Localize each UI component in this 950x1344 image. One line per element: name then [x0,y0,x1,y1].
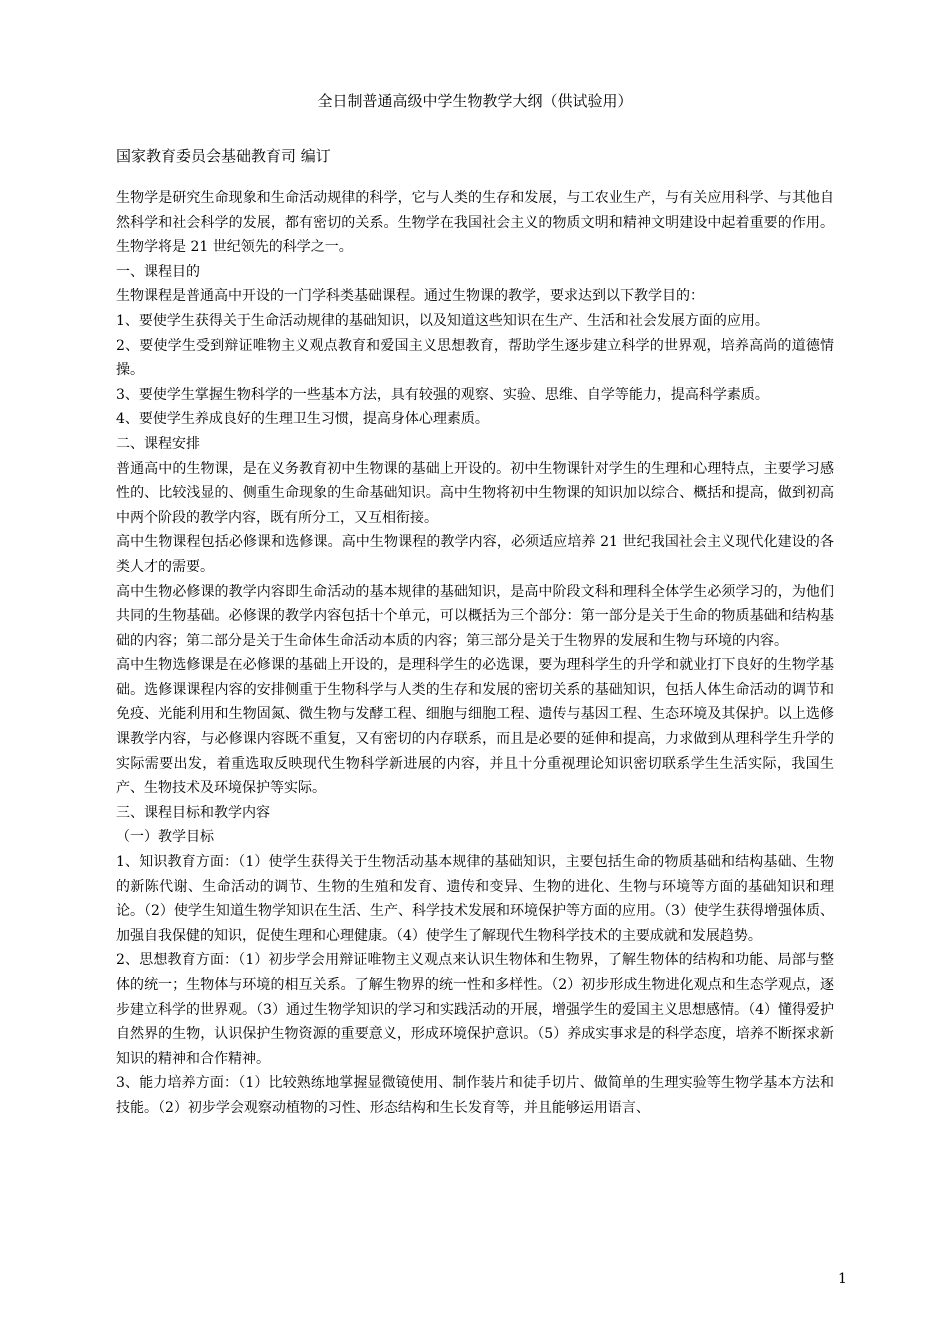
document-editor-line: 国家教育委员会基础教育司 编订 [116,147,331,165]
list-item: 3、能力培养方面：（1）比较熟练地掌握显微镜使用、制作装片和徒手切片、做简单的生理实验等生物学基本方法和技能。（2）初步学会观察动植物的习性、形态结构和生长发育等，并且能够运用语言、 [116,1075,834,1116]
paragraph-intro: 生物学是研究生命现象和生命活动规律的科学，它与人类的生存和发展，与工农业生产，与有关应用科学、与其他自然科学和社会科学的发展，都有密切的关系。生物学在我国社会主义的物质文明和精神文明建设中起着重要的作用。生物学将是 21 世纪领先的科学之一。 [116,190,834,256]
section-heading-course-purpose: 一、课程目的 [116,263,200,280]
section-heading-course-arrangement: 二、课程安排 [116,435,200,452]
section-heading-course-goals: 三、课程目标和教学内容 [116,804,270,821]
list-item: 2、要使学生受到辩证唯物主义观点教育和爱国主义思想教育，帮助学生逐步建立科学的世界观，培养高尚的道德情操。 [116,337,834,379]
paragraph: 生物课程是普通高中开设的一门学科类基础课程。通过生物课的教学，要求达到以下教学目的： [116,288,704,305]
paragraph: 高中生物选修课是在必修课的基础上开设的，是理科学生的必选课，要为理科学生的升学和就业打下良好的生物学基础。选修课课程内容的安排侧重于生物科学与人类的生存和发展的密切关系的基础知识，包括人体生命活动的调节和免疫、光能利用和生物固氮、微生物与发酵工程、细胞与细胞工程、遗传与基因工程、生态环境及其保护。以上选修课教学内容，与必修课内容既不重复，又有密切的内存联系，而且是必要的延伸和提高，力求做到从理科学生升学的实际需要出发，着重选取反映现代生物科学新进展的内容，并且十分重视理论知识密切联系学生生活实际，我国生产、生物技术及环境保护等实际。 [116,657,834,797]
list-item: 1、要使学生获得关于生命活动规律的基础知识，以及知道这些知识在生产、生活和社会发展方面的应用。 [116,312,769,329]
list-item: 4、要使学生养成良好的生理卫生习惯，提高身体心理素质。 [116,411,489,428]
list-item: 2、思想教育方面：（1）初步学会用辩证唯物主义观点来认识生物体和生物界，了解生物体的结构和功能、局部与整体的统一；生物体与环境的相互关系。了解生物界的统一性和多样性。（2）初步形成生物进化观点和生态学观点，逐步建立科学的世界观。（3）通过生物学知识的学习和实践活动的开展，增强学生的爱国主义思想感情。（4）懂得爱护自然界的生物，认识保护生物资源的重要意义，形成环境保护意识。（5）养成实事求是的科学态度，培养不断探求新知识的精神和合作精神。 [116,952,834,1067]
subsection-heading-teaching-goals: （一）教学目标 [116,829,214,846]
document-title: 全日制普通高级中学生物教学大纲（供试验用） [317,92,633,110]
document-body [116,186,834,1121]
list-item: 3、要使学生掌握生物科学的一些基本方法，具有较强的观察、实验、思维、自学等能力，提高科学素质。 [116,386,769,403]
paragraph: 普通高中的生物课，是在义务教育初中生物课的基础上开设的。初中生物课针对学生的生理和心理特点，主要学习感性的、比较浅显的、侧重生命现象的生命基础知识。高中生物将初中生物课的知识加以综合、概括和提高，做到初高中两个阶段的教学内容，既有所分工，又互相衔接。 [116,460,834,526]
paragraph: 高中生物必修课的教学内容即生命活动的基本规律的基础知识，是高中阶段文科和理科全体学生必须学习的，为他们共同的生物基础。必修课的教学内容包括十个单元，可以概括为三个部分：第一部分是关于生命的物质基础和结构基础的内容；第二部分是关于生命体生命活动本质的内容；第三部分是关于生物界的发展和生物与环境的内容。 [116,583,834,649]
paragraph: 高中生物课程包括必修课和选修课。高中生物课程的教学内容，必须适应培养 21 世纪我国社会主义现代化建设的各类人才的需要。 [116,534,834,575]
list-item: 1、知识教育方面：（1）使学生获得关于生物活动基本规律的基础知识，主要包括生命的物质基础和结构基础、生物的新陈代谢、生命活动的调节、生物的生殖和发育、遗传和变异、生物的进化、生物与环境等方面的基础知识和理论。（2）使学生知道生物学知识在生活、生产、科学技术发展和环境保护等方面的应用。（3）使学生获得增强体质、加强自我保健的知识，促使生理和心理健康。（4）使学生了解现代生物科学技术的主要成就和发展趋势。 [116,854,834,944]
page-number: 1 [838,1271,847,1287]
